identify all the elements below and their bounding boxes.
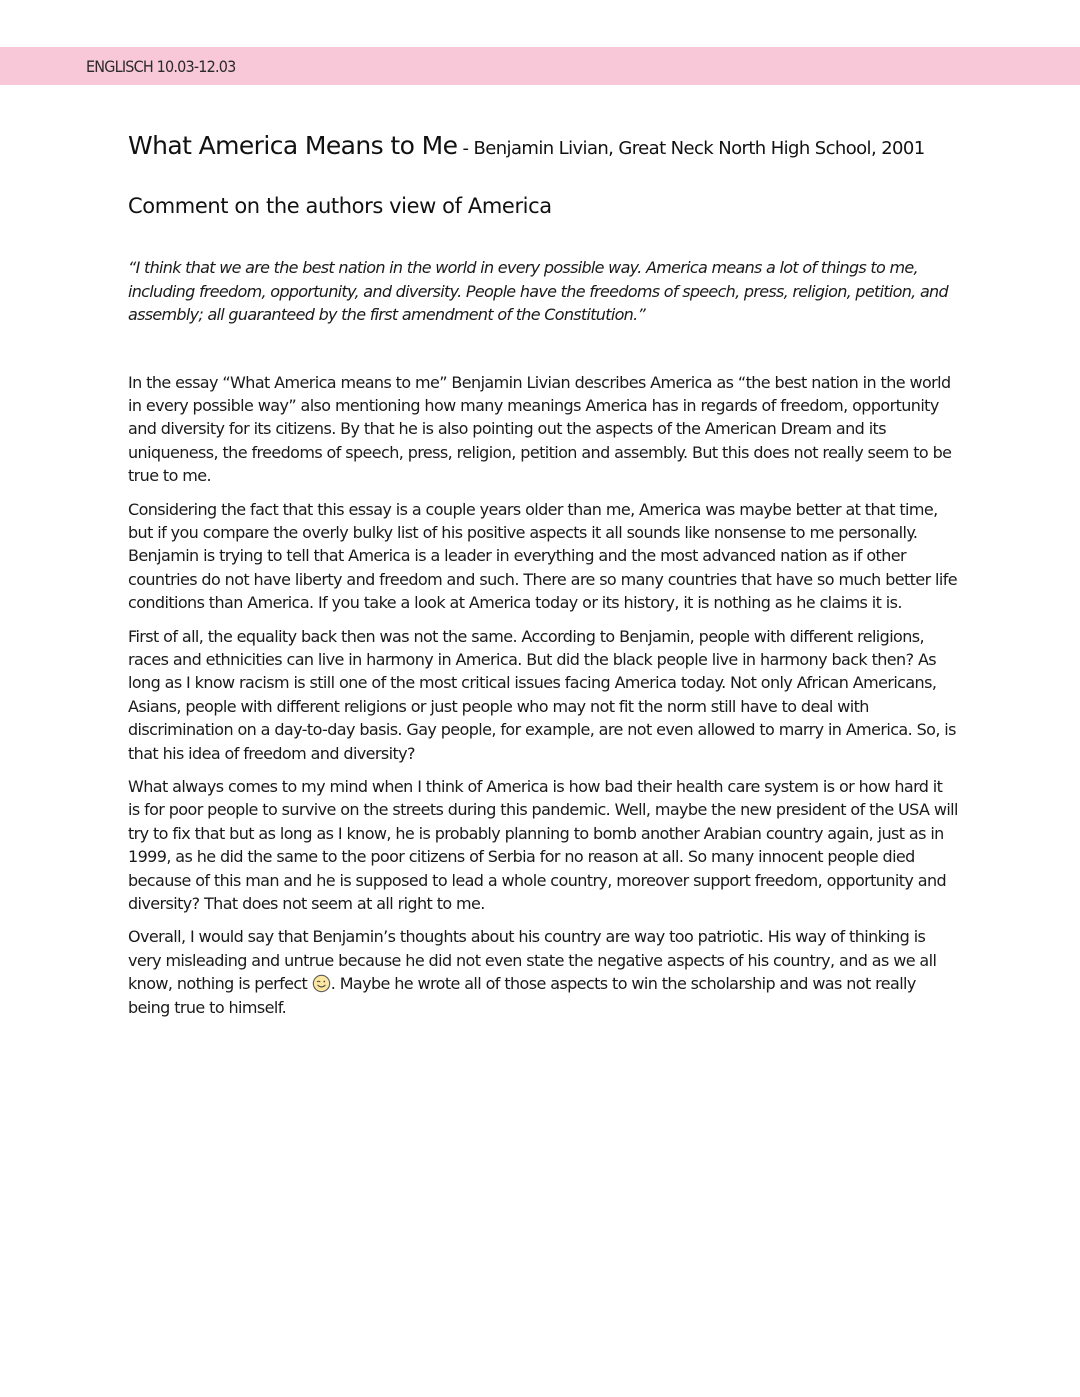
essay-paragraph: First of all, the equality back then was not the same. According to Benjamin, people with different religions, races and ethnicities can live in harmony in America. But did the black people live in harmony back then? As long as I know racism is still one of the most critical issues facing America today. Not only African Americans, Asians, people with different religions or just people who may not fit the norm still have to deal with discrimination on a day-to-day basis. Gay people, for example, are not even allowed to marry in America. So, is that his idea of freedom and diversity? <box>128 626 956 763</box>
essay-paragraph: What always comes to my mind when I think of America is how bad their health care system is or how hard it is for poor people to survive on the streets during this pandemic. Well, maybe the new president of the USA will try to fix that but as long as I know, he is probably planning to bomb another Arabian country again, just as in 1999, as he did the same to the poor citizens of Serbia for no reason at all. So many innocent people died because of this man and he is supposed to lead a whole country, moreover support freedom, opportunity and diversity? That does not seem at all right to me. <box>128 777 958 914</box>
essay-paragraph: In the essay “What America means to me” Benjamin Livian describes America as “the best nation in the world in every possible way” also mentioning how many meanings America has in regards of freedom, opportunity and diversity for its citizens. By that he is also pointing out the aspects of the American Dream and its uniqueness, the freedoms of speech, press, religion, petition and assembly. But this does not really seem to be true to me. <box>128 372 952 486</box>
document-body <box>128 128 958 1029</box>
document-subtitle: - Benjamin Livian, Great Neck North High School, 2001 <box>457 138 925 159</box>
title-line <box>128 128 958 167</box>
document-subheading: Comment on the authors view of America <box>128 194 552 218</box>
last-paragraph-text-start: Overall, I would say that Benjamin’s thoughts about his country are way too patriotic. His way of thinking is very misleading and untrue because he did not even state the negative aspects of his country, and as we all know, nothing is perfect <box>128 927 937 994</box>
essay-paragraph-last <box>128 925 958 1019</box>
last-paragraph-text-end: . Maybe he wrote all of those aspects to win the scholarship and was not really being true to himself. <box>128 974 916 1017</box>
essay-paragraph: Considering the fact that this essay is a couple years older than me, America was maybe better at that time, but if you compare the overly bulky list of his positive aspects it all sounds like nonsense to me personally. Benjamin is trying to tell that America is a leader in everything and the most advanced nation as if other countries do not have liberty and freedom and such. There are so many countries that have so much better life conditions than America. If you take a look at America today or its history, it is nothing as he claims it is. <box>128 499 958 613</box>
header-label: ENGLISCH 10.03-12.03 <box>86 57 236 76</box>
document-title: What America Means to Me <box>128 131 458 160</box>
essay-quote: “I think that we are the best nation in the world in every possible way. America means a lot of things to me, including freedom, opportunity, and diversity. People have the freedoms of speech, press, religion, petition, and assembly; all guaranteed by the first amendment of the Constitution.” <box>128 258 948 324</box>
essay-paragraphs <box>128 371 958 1020</box>
winking-face-icon <box>312 974 331 993</box>
